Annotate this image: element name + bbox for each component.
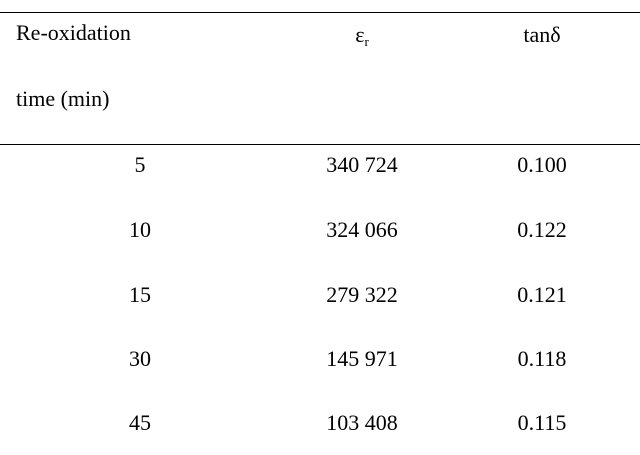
header-time-line1: Re-oxidation [16,20,131,45]
header-permittivity-subscript: r [364,34,369,49]
cell-permittivity: 145 971 [326,346,398,371]
cell-time: 15 [129,282,151,307]
cell-loss-tangent: 0.122 [517,217,567,242]
cell-time: 30 [129,346,151,371]
cell-loss-tangent: 0.118 [517,346,567,371]
header-bottom-rule [0,144,640,145]
cell-time: 10 [129,217,151,242]
cell-permittivity: 324 066 [326,217,398,242]
cell-loss-tangent: 0.100 [517,152,567,177]
header-permittivity [262,22,462,55]
cell-loss-tangent: 0.121 [517,282,567,307]
cell-loss-tangent: 0.115 [517,410,567,435]
cell-time: 45 [129,410,151,435]
header-loss-tangent: tanδ [523,22,561,47]
cell-time: 5 [134,152,146,177]
cell-permittivity: 103 408 [326,410,398,435]
cell-permittivity: 340 724 [326,152,398,177]
header-time-line2: time (min) [16,86,110,111]
header-permittivity-symbol: ε [355,22,365,47]
table-top-rule [0,12,640,13]
cell-permittivity: 279 322 [326,282,398,307]
